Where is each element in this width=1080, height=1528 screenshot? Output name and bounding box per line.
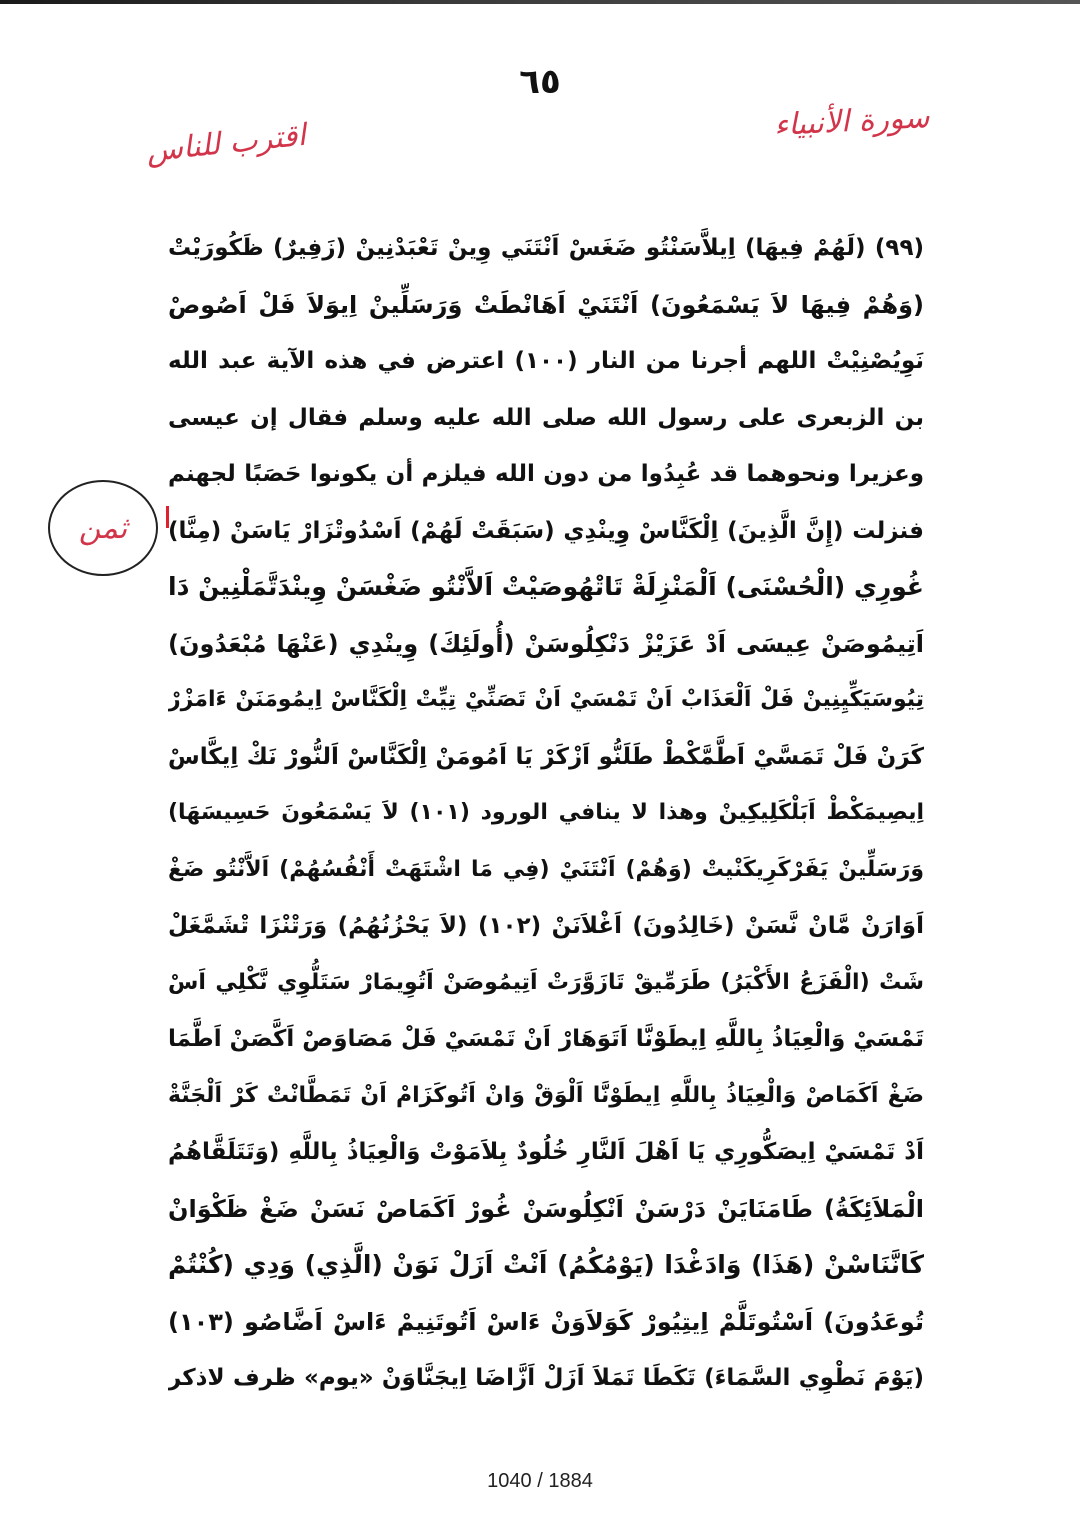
text-line: كَانَّنَاسْنْ (هَذَا) وَادَغْدَا (يَوْمُكُمُ) اَنْتْ اَزَلْ نَوَنْ (الَّذِي) وَدِي (كُنْتُمْ [168,1250,924,1279]
text-line: اَوَارَنْ مَّانْ نَّسَنْ (خَالِدُونَ) اَغْلاَنَنْ (١٠٢) (لاَ يَحْزُنُهُمُ) وَرَتْنْزَا تْشَمَّغَلْ [168,913,924,939]
text-line: اِيصِيمَكْطْ اَبَلْكَلِيكِينْ وهذا لا ينافي الورود (١٠١) لاَ يَسْمَعُونَ حَسِيسَهَا) [168,800,924,825]
handwritten-juz-name: اقترب للناس [144,117,308,170]
text-line: وعزيرا ونحوهما قد عُبِدُوا من دون الله فيلزم أن يكونوا حَصَبًا لجهنم [168,461,924,487]
text-line: غُورِي (الْحُسْنَى) اَلْمَنْزِلَةْ تَاتْهُوصَيْتْ اَلاَّنْتُو ضَغْسَنْ وِينْدَتَّمَلْنِينْ دَا [168,572,924,601]
handwritten-surah-name: سورة الأنبياء [773,99,931,144]
text-line: كَرَنْ فَلْ تَمَسَّيْ اَطَّمَّكْطْ طَلَنُّو اَزْكَرْ يَا اَمُومَنْ اِلْكَنَّاسْ اَلنُّورْ نَكْ اِيكَّاسْ [168,743,924,770]
text-line: تَمْسَيْ وَالْعِيَاذُ بِاللَّهِ اِيطَوْنَّا اَتَوَهَارْ اَنْ تَمْسَيْ فَلْ مَصَاوَصْ اَكَّصَنْ اَطَّمَا [168,1026,924,1052]
text-line: (٩٩) (لَهُمْ فِيهَا) اِيلاَّسَنْتُو ضَغَسْ اَنْتَنَي وِينْ تَعْبَدْنِينْ (زَفِيرٌ) ظَكُورَيْتْ [168,235,924,261]
text-line: الْمَلاَئِكَةُ) طَامَنَايَنْ دَرْسَنْ اَنْكِلُوسَنْ غُورْ اَكَمَاصْ نَسَنْ ضَغْ ظَكْوَانْ [168,1194,924,1223]
text-line: تِيُوسَيَكِّيِنِينْ فَلْ اَلْعَذَابْ اَنْ تَمْسَيْ اَنْ تَصَنِّيْ تِيِّتْ اِلْكَنَّاسْ اِيمُومَنَنْ ءَامَزْرْ [168,687,924,712]
text-line: ضَغْ اَكَمَاصْ وَالْعِيَاذُ بِاللَّهِ اِيطَوْنَّا اَلْوَقْ وَانْ اَتُوكَزَامْ اَنْ تَمَطَّانْتْ كَرْ اَلْجَنَّةْ [168,1082,924,1108]
page-number: ٦٥ [519,62,561,102]
text-line: نَوِيُصْنِيْتْ اللهم أجرنا من النار (١٠٠) اعترض في هذه الآية عبد الله [168,348,924,374]
text-line: (يَوْمَ نَطْوِي السَّمَاءَ) تَكَطَا تَمَلاَ اَزَلْ اَزَّاضَا اِيجَنَّاوَنْ «يوم» ظرف لاذكر [168,1365,924,1391]
text-line: اَتِيمُوصَنْ عِيسَى اَدْ عَزَيْزْ دَنْكِلُوسَنْ (أُولَئِكَ) وِينْدِي (عَنْهَا مُبْعَدُونَ) [168,629,924,658]
text-line: اَدْ تَمْسَيْ اِيصَكُّورِي يَا اَهْلَ اَلنَّارِ خُلُودٌ بِلاَمَوْتْ وَالْعِيَاذُ بِاللَّهِ (وَتَتَلَقَّاهُمُ [168,1139,924,1165]
top-scan-edge [0,0,1080,4]
margin-note-text: ثمن [78,510,128,546]
text-line: (وَهُمْ فِيهَا لاَ يَسْمَعُونَ) اَنْتَنَيْ اَهَانْطَتْ وَرَسَلِّينْ اِيوَلاَ فَلْ اَصُوصْ [168,290,924,319]
text-line: شَتْ (الْفَزَعُ الأَكْبَرُ) طَرَمِّيقْ تَازَوَّرَتْ اَتِيمُوصَنْ اَتُوِيمَارْ سَتَلُّوِي نَّكْلِي اَسْ [168,969,924,995]
text-line: فنزلت (إِنَّ الَّذِينَ) اِلْكَنَّاسْ وِينْدِي (سَبَقَتْ لَهُمْ) اَسْدُوتْزَارْ يَاسَنْ (مِنَّا) [168,517,924,544]
text-line: تُوعَدُونَ) اَسْتُوتَلَّمْ اِيتِيُورْ كَوَلاَوَنْ ءَاسْ اَتُوتَنِيمْ ءَاسْ اَضَّاصُو (١٠٣) [168,1307,924,1336]
text-line: وَرَسَلِّينْ يَفَرْكَرِيكَنْيتْ (وَهُمْ) اَنْتَنَيْ (فِي مَا اشْتَهَتْ أَنْفُسُهُمْ) اَلاَّنْتُو ضَغْ [168,856,924,882]
text-line: بن الزبعرى على رسول الله صلى الله عليه وسلم فقال إن عيسى [168,404,924,431]
margin-note-circle [48,480,158,576]
text-body [168,220,924,1407]
page-counter: 1040 / 1884 [487,1470,593,1492]
